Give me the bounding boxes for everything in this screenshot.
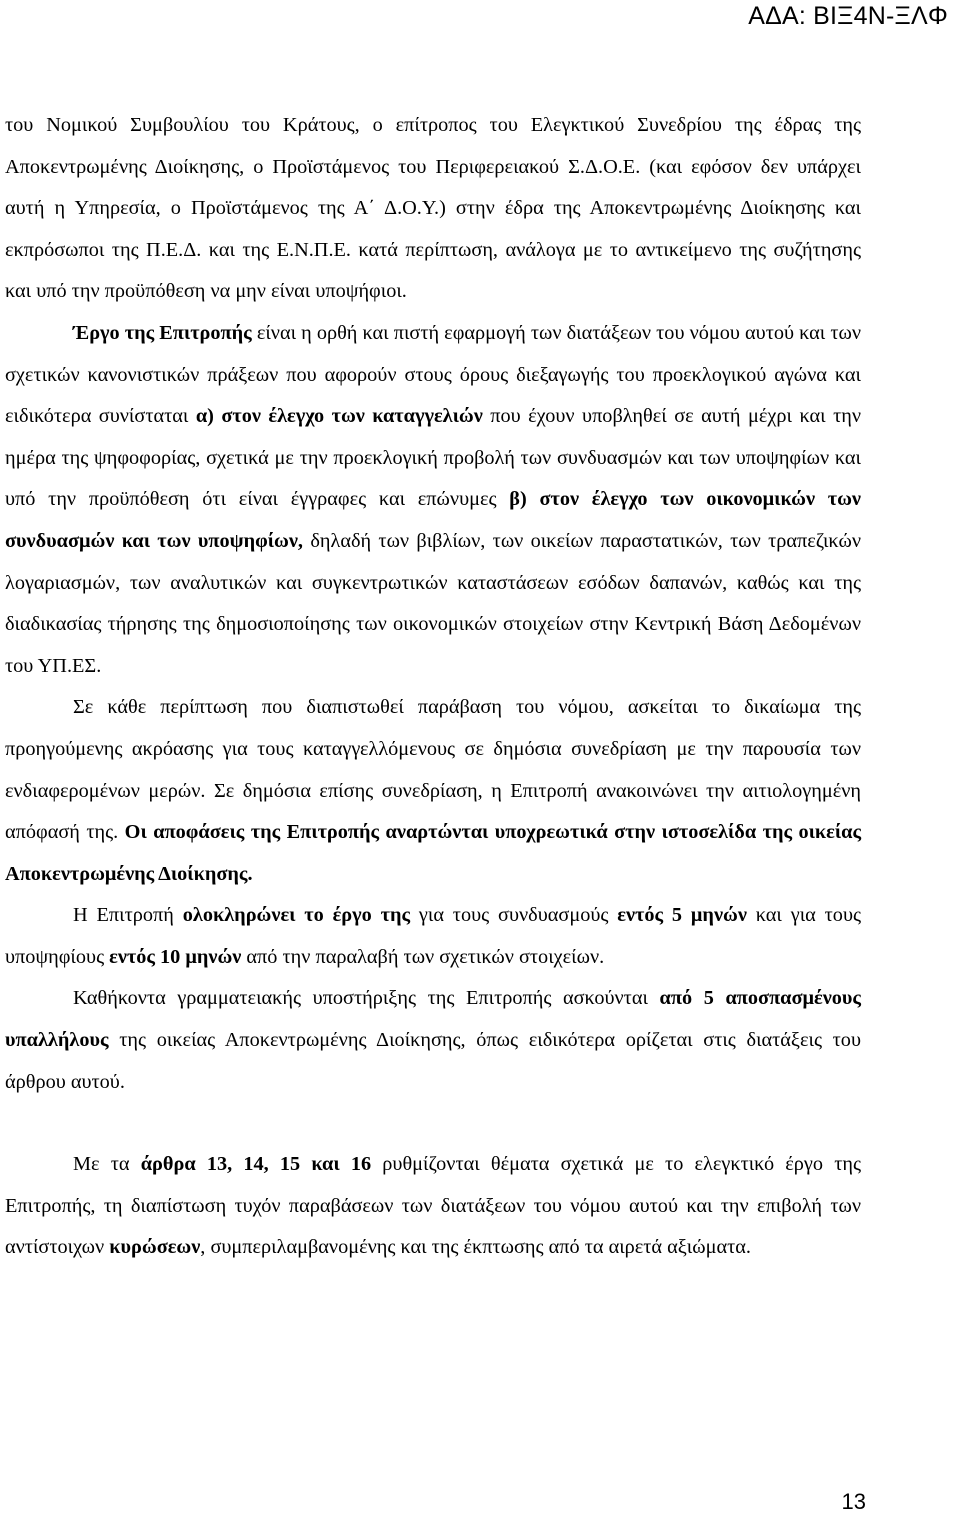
bold-text-run: από 5 αποσπασμένους υπαλλήλους [5, 987, 861, 1052]
text-run: του Νομικού Συμβουλίου του Κράτους, ο επίτροπος του Ελεγκτικού Συνεδρίου της έδρας της Αποκεντρωμένης Διοίκησης, ο Προϊστάμενος του Περιφερειακού Σ.Δ.Ο.Ε. (και εφόσον δεν υπάρχει αυτή η Υπηρεσία, ο Προϊστάμενος της Α΄ Δ.Ο.Υ.) στην έδρα της Αποκεντρωμένης Διοίκησης και εκπρόσωποι της Π.Ε.Δ. και της Ε.Ν.Π.Ε. κατά περίπτωση, ανάλογα με το αντικείμενο της συζήτησης και υπό την προϋπόθεση να μην είναι υποψήφιοι. [5, 114, 861, 303]
text-run: Σε κάθε περίπτωση που διαπιστωθεί παράβαση του νόμου, ασκείται το δικαίωμα της προηγούμενης ακρόασης για τους καταγγελλόμενους σε δημόσια συνεδρίαση με την παρουσία των ενδιαφερομένων μερών. Σε δημόσια επίσης συνεδρίαση, η Επιτροπή ανακοινώνει την αιτιολογημένη απόφασή της. [5, 696, 861, 844]
text-run: ρυθμίζονται θέματα σχετικά με το ελεγκτικό έργο της Επιτροπής, τη διαπίστωση τυχόν παραβάσεων των διατάξεων του νόμου αυτού και την επιβολή των αντίστοιχων [5, 1153, 861, 1259]
text-run: της οικείας Αποκεντρωμένης Διοίκησης, όπως ειδικότερα ορίζεται στις διατάξεις του άρθρου αυτού. [5, 1029, 861, 1093]
bold-text-run: α) στον έλεγχο των καταγγελιών [195, 405, 483, 428]
paragraph-violation-hearing [5, 687, 861, 895]
text-run: Καθήκοντα γραμματειακής υποστήριξης της Επιτροπής ασκούνται [73, 987, 660, 1010]
paragraph-completion-deadlines [5, 895, 861, 978]
bold-text-run: εντός 5 μηνών [617, 904, 747, 927]
bold-text-run: ολοκληρώνει το έργο της [182, 904, 411, 927]
ada-code: ΑΔΑ: ΒΙΞ4Ν-ΞΛΦ [748, 2, 948, 30]
bold-text-run: β) στον έλεγχο των οικονομικών των συνδυασμών και των υποψηφίων, [5, 488, 861, 552]
bold-text-run: άρθρα 13, 14, 15 και 16 [140, 1153, 372, 1176]
text-run: , συμπεριλαμβανομένης και της έκπτωσης από τα αιρετά αξιώματα. [200, 1236, 751, 1259]
paragraph-committee-work [5, 313, 861, 687]
bold-text-run: Έργο της Επιτροπής [73, 321, 252, 344]
paragraph-secretarial-support [5, 978, 861, 1103]
bold-text-run: Οι αποφάσεις της Επιτροπής αναρτώνται υποχρεωτικά στην ιστοσελίδα της οικείας Αποκεντρωμένης Διοίκησης. [5, 821, 862, 885]
document-body [5, 105, 861, 1269]
text-run: Η Επιτροπή [73, 904, 183, 927]
text-run: από την παραλαβή των σχετικών στοιχείων. [241, 945, 605, 968]
text-run: που έχουν υποβληθεί σε αυτή μέχρι και την ημέρα της ψηφοφορίας, σχετικά με την προεκλογική προβολή των συνδυασμών και των υποψηφίων και υπό την προϋπόθεση ότι είναι έγγραφες και επώνυμες [5, 405, 861, 511]
text-run: είναι η ορθή και πιστή εφαρμογή των διατάξεων του νόμου αυτού και των σχετικών κανονιστικών πράξεων που αφορούν στους όρους διεξαγωγής του προεκλογικού αγώνα και ειδικότερα συνίσταται [5, 321, 861, 428]
page-number: 13 [841, 1489, 866, 1514]
paragraph-articles-13-16 [5, 1144, 861, 1269]
bold-text-run: εντός 10 μηνών [109, 945, 242, 968]
paragraph-continuation [5, 105, 861, 313]
text-run: δηλαδή των βιβλίων, των οικείων παραστατικών, των τραπεζικών λογαριασμών, των αναλυτικών και συγκεντρωτικών καταστάσεων εσόδων δαπανών, καθώς και της διαδικασίας τήρησης της δημοσιοποίησης των οικονομικών στοιχείων στην Κεντρική Βάση Δεδομένων του ΥΠ.ΕΣ. [5, 529, 861, 677]
text-run: Με τα [73, 1153, 141, 1176]
text-run: και για τους υποψηφίους [5, 904, 862, 968]
text-run: για τους συνδυασμούς [410, 904, 618, 927]
bold-text-run: κυρώσεων [109, 1236, 201, 1259]
